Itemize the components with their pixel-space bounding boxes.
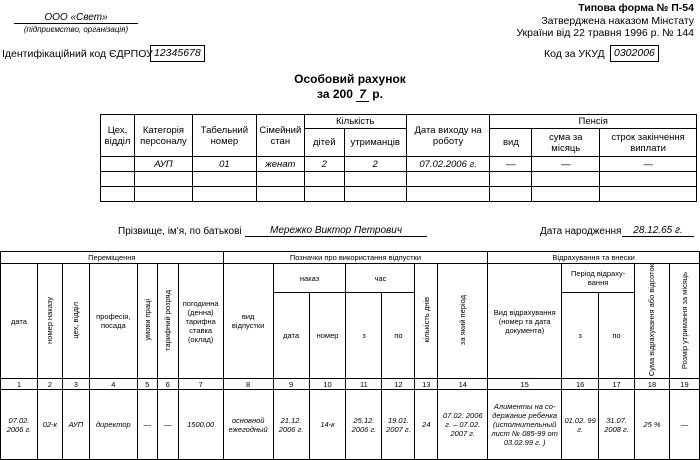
table-row — [101, 187, 697, 202]
col-number: 18 — [635, 379, 670, 390]
th-dependents: утриманців — [344, 129, 406, 157]
th-order-no: номер наказу — [45, 296, 55, 344]
cell-from: 25.12. 2006 г. — [346, 390, 382, 460]
th-start-date: Дата виходу на роботу — [406, 115, 490, 157]
name-label: Прізвище, ім'я, по батькові — [118, 226, 242, 237]
cell-profession: директор — [89, 390, 137, 460]
table-row — [101, 172, 697, 187]
th-moves: Переміщення — [1, 252, 224, 264]
cell-children: 2 — [304, 157, 344, 172]
cell-dependents: 2 — [344, 157, 406, 172]
cell-ded-size: — — [669, 390, 699, 460]
col-number: 5 — [137, 379, 157, 390]
th-tab-number: Табельний номер — [192, 115, 256, 157]
dob-value: 28.12.65 г. — [622, 225, 694, 237]
cell-to: 19.01. 2007 г. — [382, 390, 415, 460]
detail-table — [0, 251, 700, 460]
table-row — [1, 390, 700, 460]
cell-tseh2: АУП — [62, 390, 89, 460]
th-family: Сімейний стан — [256, 115, 304, 157]
th-ded-sum: Сума відрахування або відсоток — [647, 264, 657, 377]
org-caption: (підприємство, організація) — [23, 25, 129, 34]
summary-table — [100, 114, 697, 202]
page-title: Особовий рахунок — [294, 72, 406, 86]
table-row — [101, 157, 697, 172]
col-number: 4 — [89, 379, 137, 390]
cell-rate: 1500,00 — [178, 390, 223, 460]
cell-family: женат — [256, 157, 304, 172]
th-time: час — [346, 264, 415, 293]
th-category: Категорія персоналу — [134, 115, 192, 157]
th-vac-kind: вид відпустки — [223, 264, 273, 379]
col-number: 9 — [273, 379, 309, 390]
year-value: 7 — [356, 87, 369, 102]
th-ded-to: по — [599, 293, 635, 379]
th-pension-sum: сума за місяць — [532, 129, 600, 157]
col-number: 3 — [62, 379, 89, 390]
col-number: 2 — [37, 379, 62, 390]
cell-ded-kind: Алименты на со-держание ребенка (исполнительный лист № 085-99 от 03.02.99 г. ) — [488, 390, 562, 460]
th-tseh2: цех, відділ — [71, 301, 81, 339]
dob-label: Дата народження — [540, 226, 622, 237]
th-order-number: номер — [309, 293, 346, 379]
col-number: 10 — [309, 379, 346, 390]
th-ded-kind: Вид відрахування (номер та дата документа) — [488, 264, 562, 379]
title-year — [0, 87, 700, 101]
th-order-date: дата — [273, 293, 309, 379]
col-number: 12 — [382, 379, 415, 390]
cell-order-date: 21.12. 2006 г. — [273, 390, 309, 460]
ukud-value: 0302006 — [610, 45, 659, 62]
th-for-period: за який період — [458, 295, 468, 346]
th-children: дітей — [304, 129, 344, 157]
th-conditions: умови праці — [142, 299, 152, 341]
col-number: 11 — [346, 379, 382, 390]
th-rate: погодинна (денна) тарифна ставка (оклад) — [178, 264, 223, 379]
cell-tseh — [101, 157, 135, 172]
approved-line-2: України від 22 травня 1996 р. № 144 — [516, 27, 694, 39]
th-date: дата — [1, 264, 38, 379]
cell-tab-number: 01 — [192, 157, 256, 172]
col-number: 1 — [1, 379, 38, 390]
cell-vac-kind: основной ежегодный — [223, 390, 273, 460]
th-pension: Пенсія — [490, 115, 697, 129]
th-pension-kind: вид — [490, 129, 532, 157]
name-value: Мережко Виктор Петрович — [245, 225, 427, 237]
column-numbers-row — [1, 379, 700, 390]
cell-date: 07.02. 2006 г. — [1, 390, 38, 460]
col-number: 13 — [415, 379, 438, 390]
cell-pension-term: — — [600, 157, 697, 172]
th-to: по — [382, 293, 415, 379]
cell-grade: — — [157, 390, 178, 460]
year-suffix: р. — [372, 87, 383, 101]
th-grade: тарифний розряд — [163, 289, 173, 351]
cell-ded-to: 31.07. 2008 г. — [599, 390, 635, 460]
cell-pension-sum: — — [532, 157, 600, 172]
col-number: 16 — [562, 379, 599, 390]
col-number: 14 — [438, 379, 488, 390]
cell-start-date: 07.02.2006 г. — [406, 157, 490, 172]
th-pension-term: строк закінчення виплати — [600, 129, 697, 157]
edrpou-label: Ідентифікаційний код ЄДРПОУ — [2, 48, 153, 60]
cell-pension-kind: — — [490, 157, 532, 172]
col-number: 17 — [599, 379, 635, 390]
cell-days: 24 — [415, 390, 438, 460]
cell-ded-from: 01.02. 99 г. — [562, 390, 599, 460]
th-ded-period: Період відраху-вання — [562, 264, 635, 293]
th-deductions: Відрахування та внески — [488, 252, 700, 264]
th-vacation: Позначки про використання відпустки — [223, 252, 488, 264]
th-order: наказ — [273, 264, 346, 293]
th-tseh: Цех, відділ — [101, 115, 135, 157]
th-ded-from: з — [562, 293, 599, 379]
year-prefix: за 200 — [317, 87, 353, 101]
cell-category: АУП — [134, 157, 192, 172]
col-number: 7 — [178, 379, 223, 390]
th-profession: професія, посада — [89, 264, 137, 379]
th-kilkist: Кількість — [304, 115, 406, 129]
cell-conditions: — — [137, 390, 157, 460]
col-number: 19 — [669, 379, 699, 390]
edrpou-value: 12345678 — [150, 45, 205, 62]
col-number: 6 — [157, 379, 178, 390]
approved-line-1: Затверджена наказом Мінстату — [541, 15, 694, 27]
col-number: 15 — [488, 379, 562, 390]
cell-ded-sum: 25 % — [635, 390, 670, 460]
org-name: ООО «Свет» — [14, 12, 138, 24]
th-days: кількість днів — [421, 297, 431, 343]
cell-order-number: 14-к — [309, 390, 346, 460]
th-from: з — [346, 293, 382, 379]
col-number: 8 — [223, 379, 273, 390]
th-ded-size: Розмір утримання за місяць — [679, 271, 689, 369]
cell-for-period: 07.02. 2006 г. – 07.02. 2007 г. — [438, 390, 488, 460]
form-title: Типова форма № П-54 — [578, 2, 694, 14]
ukud-label: Код за УКУД — [544, 48, 605, 60]
cell-order-no: 02-к — [37, 390, 62, 460]
